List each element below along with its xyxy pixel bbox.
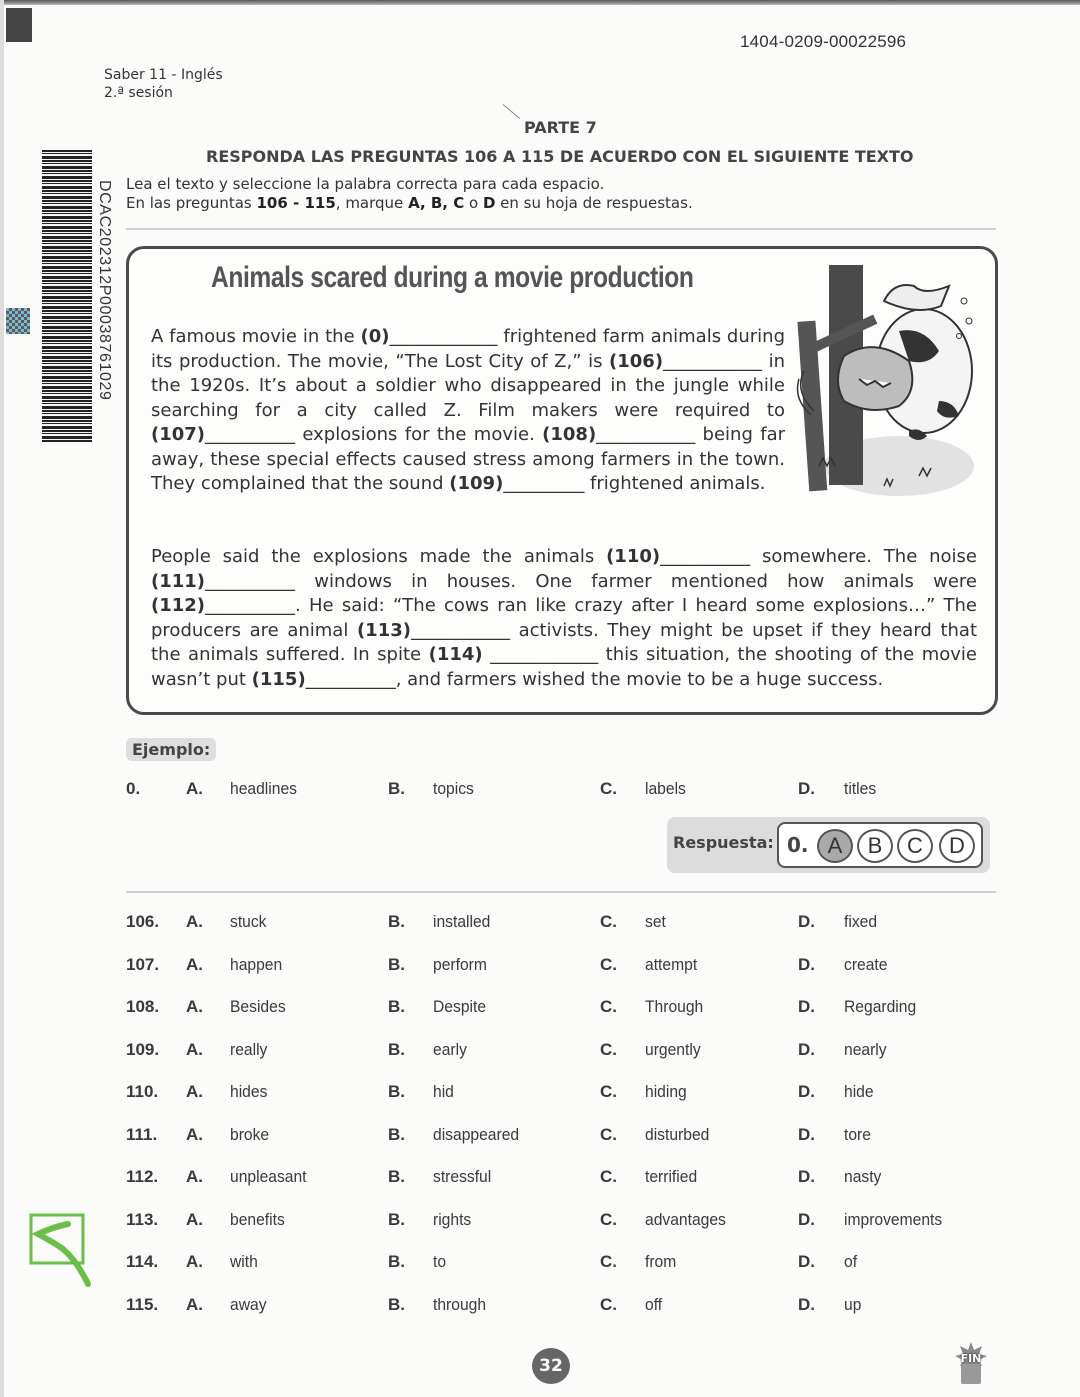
option-letter-c: C. — [600, 1295, 617, 1314]
pen-stroke — [503, 104, 520, 119]
option-d: improvements — [844, 1210, 943, 1229]
option-a: broke — [230, 1125, 270, 1144]
fin-logo-icon — [954, 1340, 988, 1386]
scan-left-edge — [0, 0, 4, 1397]
option-letter-d: D. — [798, 1082, 815, 1101]
barcode-text: DCAC202312P00038761029 — [96, 180, 113, 401]
option-c: advantages — [645, 1210, 726, 1229]
option-b: to — [433, 1252, 447, 1271]
instructions-heading: RESPONDA LAS PREGUNTAS 106 A 115 DE ACUERDO CON EL SIGUIENTE TEXTO — [206, 147, 914, 166]
barcode-icon — [42, 150, 92, 442]
option-a: happen — [230, 955, 283, 974]
passage-text: ___________ in the 1920s. It’s about a soldier who disappeared in the jungle while searching for a city called Z. Film makers were required to — [151, 350, 785, 421]
blank-number: (111) — [151, 570, 206, 592]
option-letter-b: B. — [388, 912, 405, 931]
option-letter-d: D. — [798, 912, 815, 931]
blank-number: (115) — [251, 668, 306, 690]
option-d: fixed — [844, 912, 878, 931]
option-c: hiding — [645, 1082, 687, 1101]
instruction-line-2: En las preguntas 106 - 115, marque A, B, C o D en su hoja de respuestas. — [126, 194, 693, 212]
option-letter-b: B. — [388, 1210, 405, 1229]
passage-text: ____________ this situation, the shooting of the movie wasn’t put — [151, 644, 977, 690]
option-letter-c: C. — [600, 997, 617, 1016]
option-a: really — [230, 1040, 268, 1059]
option-letter-c: C. — [600, 1167, 617, 1186]
example-answer-box — [667, 817, 990, 873]
option-d: hide — [844, 1082, 874, 1101]
option-d: titles — [844, 779, 877, 798]
exam-name: Saber 11 - Inglés — [104, 67, 223, 83]
question-number: 115. — [126, 1295, 159, 1314]
option-letter-c: C. — [600, 1252, 617, 1271]
registration-mark — [6, 8, 32, 42]
blank-number: (107) — [151, 424, 206, 445]
option-letter-c: C. — [600, 912, 617, 931]
cow-illustration-icon — [789, 261, 979, 506]
option-a: stuck — [230, 912, 267, 931]
option-letter-a: A. — [186, 1295, 203, 1314]
passage-text: A famous movie in the — [151, 326, 361, 347]
option-c: attempt — [645, 955, 698, 974]
option-letter-d: D. — [798, 1210, 815, 1229]
question-number: 107. — [126, 955, 160, 974]
question-number: 0. — [126, 779, 141, 798]
datamatrix-code-icon — [6, 308, 30, 334]
option-letter-b: B. — [388, 1125, 405, 1144]
question-row — [126, 1082, 1006, 1108]
option-letter-d: D. — [798, 1167, 815, 1186]
question-row — [126, 1167, 1006, 1193]
option-a: benefits — [230, 1210, 285, 1229]
question-number: 114. — [126, 1252, 159, 1271]
blank-number: (112) — [151, 595, 206, 616]
part-title: PARTE 7 — [524, 118, 597, 137]
question-number: 106. — [126, 912, 160, 931]
answer-number: 0. — [787, 833, 809, 857]
passage-box — [126, 246, 998, 715]
blank-number: (0) — [360, 326, 390, 347]
question-row — [126, 997, 1006, 1023]
question-number: 113. — [126, 1210, 159, 1229]
option-a: away — [230, 1295, 267, 1314]
question-row — [126, 912, 1006, 938]
passage-text: ___________ activists. They might be upset if they heard that the animals suffered. In spite — [151, 619, 977, 665]
option-a: headlines — [230, 779, 297, 798]
option-d: tore — [844, 1125, 871, 1144]
option-b: stressful — [433, 1167, 492, 1186]
option-letter-c: C. — [600, 1040, 617, 1059]
question-row — [126, 1295, 1006, 1321]
option-letter-c: C. — [600, 955, 617, 974]
option-b: hid — [433, 1082, 454, 1101]
option-letter-d: D. — [798, 779, 815, 798]
option-c: off — [645, 1295, 663, 1314]
instructions — [126, 175, 693, 213]
document-id: 1404-0209-00022596 — [740, 32, 907, 51]
answer-bubbles — [777, 822, 983, 868]
option-letter-c: C. — [600, 1210, 617, 1229]
divider — [126, 228, 996, 230]
passage-text: ____________ frightened farm animals during its production. The movie, “The Lost City of Z,” is — [151, 326, 785, 372]
passage-text: ___________ being far away, these special effects caused stress among farmers in the town. They complained that the sound — [151, 424, 786, 494]
passage-text: __________. He said: “The cows ran like crazy after I heard some explosions…” The producers are animal — [151, 595, 977, 641]
example-question-row — [126, 779, 1006, 805]
option-d: create — [844, 955, 888, 974]
option-letter-c: C. — [600, 1125, 617, 1144]
option-letter-a: A. — [186, 955, 203, 974]
passage-text: __________ explosions for the movie. — [205, 424, 543, 445]
option-b: disappeared — [433, 1125, 520, 1144]
question-row — [126, 1210, 1006, 1236]
option-a: Besides — [230, 997, 286, 1016]
passage-paragraph-1 — [151, 325, 785, 497]
option-letter-a: A. — [186, 1082, 203, 1101]
passage-title: Animals scared during a movie production — [211, 261, 694, 294]
bubble-c: C — [897, 829, 933, 863]
question-row — [126, 1040, 1006, 1066]
option-d: nearly — [844, 1040, 887, 1059]
passage-text: __________ windows in houses. One farmer mentioned how animals were — [205, 570, 977, 592]
option-b: perform — [433, 955, 487, 974]
option-b: early — [433, 1040, 467, 1059]
option-b: Despite — [433, 997, 487, 1016]
question-number: 112. — [126, 1167, 159, 1186]
option-c: terrified — [645, 1167, 698, 1186]
question-row — [126, 1252, 1006, 1278]
option-letter-d: D. — [798, 1125, 815, 1144]
blank-number: (113) — [356, 619, 411, 641]
option-c: from — [645, 1252, 677, 1271]
option-d: Regarding — [844, 997, 917, 1016]
option-b: through — [433, 1295, 487, 1314]
question-number: 110. — [126, 1082, 159, 1101]
option-letter-b: B. — [388, 1040, 405, 1059]
blank-number: (106) — [609, 350, 664, 372]
passage-paragraph-2 — [151, 545, 977, 692]
passage-text: __________, and farmers wished the movie to be a huge success. — [305, 668, 884, 690]
option-letter-c: C. — [600, 1082, 617, 1101]
option-letter-a: A. — [186, 1167, 203, 1186]
option-letter-a: A. — [186, 1210, 203, 1229]
option-c: Through — [645, 997, 704, 1016]
checkmark-icon — [28, 1212, 96, 1288]
option-d: up — [844, 1295, 862, 1314]
option-c: labels — [645, 779, 686, 798]
option-letter-c: C. — [600, 779, 617, 798]
question-row — [126, 955, 1006, 981]
bubble-d: D — [939, 829, 975, 863]
option-letter-d: D. — [798, 1040, 815, 1059]
option-c: set — [645, 912, 666, 931]
question-row — [126, 1125, 1006, 1151]
session-label: 2.ª sesión — [104, 85, 173, 101]
exam-header — [104, 66, 223, 102]
option-letter-a: A. — [186, 997, 203, 1016]
option-c: disturbed — [645, 1125, 710, 1144]
option-b: rights — [433, 1210, 472, 1229]
blank-number: (110) — [606, 546, 661, 567]
option-letter-b: B. — [388, 1252, 405, 1271]
option-letter-a: A. — [186, 779, 203, 798]
question-number: 108. — [126, 997, 160, 1016]
option-b: topics — [433, 779, 474, 798]
option-c: urgently — [645, 1040, 701, 1059]
question-number: 111. — [126, 1125, 158, 1144]
blank-number: (108) — [542, 424, 597, 445]
option-letter-b: B. — [388, 1295, 405, 1314]
page-number: 32 — [532, 1348, 570, 1384]
option-letter-d: D. — [798, 1295, 815, 1314]
answer-label: Respuesta: — [673, 833, 774, 852]
passage-text: People said the explosions made the animals — [151, 546, 607, 567]
option-letter-b: B. — [388, 955, 405, 974]
option-letter-d: D. — [798, 997, 815, 1016]
option-letter-a: A. — [186, 1125, 203, 1144]
blank-number: (109) — [449, 473, 504, 494]
instruction-line-1: Lea el texto y seleccione la palabra correcta para cada espacio. — [126, 175, 605, 193]
bubble-b: B — [857, 829, 893, 863]
option-letter-d: D. — [798, 955, 815, 974]
fin-label: FIN — [960, 1352, 982, 1365]
option-letter-b: B. — [388, 1082, 405, 1101]
option-d: of — [844, 1252, 858, 1271]
passage-text: __________ somewhere. The noise — [660, 546, 977, 567]
option-a: hides — [230, 1082, 268, 1101]
option-d: nasty — [844, 1167, 882, 1186]
option-letter-b: B. — [388, 1167, 405, 1186]
bubble-a: A — [817, 829, 853, 863]
option-letter-a: A. — [186, 912, 203, 931]
divider — [126, 891, 996, 893]
passage-text: _________ frightened animals. — [503, 473, 766, 494]
example-tag: Ejemplo: — [126, 738, 216, 761]
option-b: installed — [433, 912, 491, 931]
scan-top-edge — [0, 0, 1080, 5]
option-letter-a: A. — [186, 1252, 203, 1271]
option-letter-b: B. — [388, 779, 405, 798]
option-a: with — [230, 1252, 258, 1271]
question-number: 109. — [126, 1040, 160, 1059]
option-letter-d: D. — [798, 1252, 815, 1271]
blank-number: (114) — [428, 644, 483, 665]
option-letter-b: B. — [388, 997, 405, 1016]
option-letter-a: A. — [186, 1040, 203, 1059]
option-a: unpleasant — [230, 1167, 307, 1186]
